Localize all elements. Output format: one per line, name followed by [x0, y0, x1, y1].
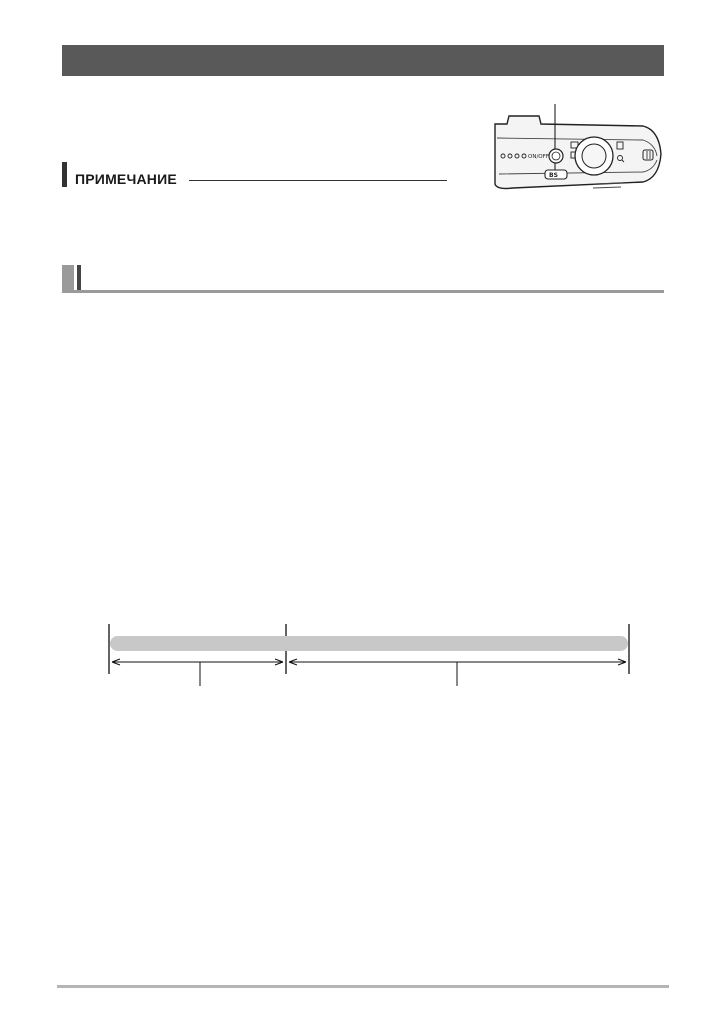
range-bar [110, 636, 628, 651]
power-label: ON/OFF [528, 154, 549, 160]
subsection-underline [62, 290, 664, 293]
section-header-bar [62, 45, 664, 76]
camera-top-view-illustration [493, 104, 663, 200]
footer-rule [57, 985, 669, 988]
zoom-dial-inner [582, 144, 606, 168]
subsection-marker-gray [62, 265, 74, 292]
range-diagram [100, 620, 640, 690]
note-underline [189, 180, 447, 181]
bs-button-label: BS [549, 172, 558, 179]
note-heading: ПРИМЕЧАНИЕ [75, 171, 177, 187]
shutter-button [549, 149, 563, 163]
subsection-marker-dark [77, 265, 81, 292]
note-marker [62, 162, 67, 187]
